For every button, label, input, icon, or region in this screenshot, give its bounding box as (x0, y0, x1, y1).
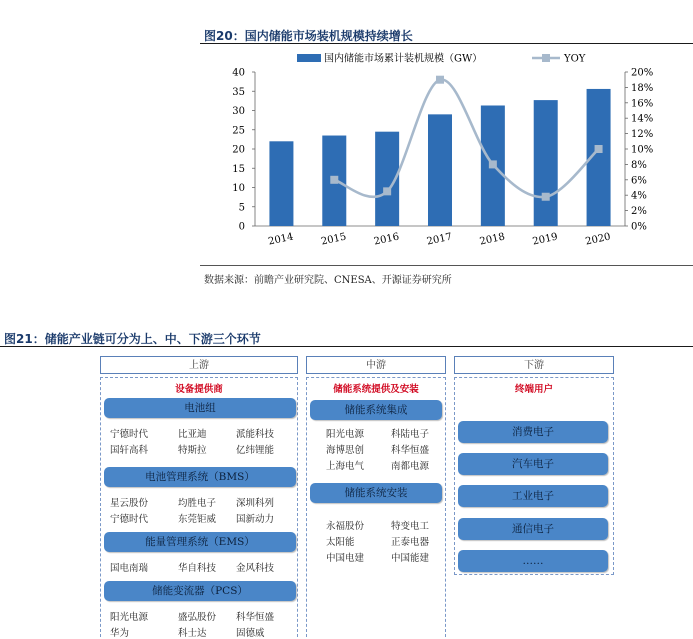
y-tick-label: 15 (232, 163, 245, 175)
y-tick-label: 40 (232, 67, 245, 79)
bar (428, 114, 452, 226)
downstream-container (454, 377, 614, 575)
yoy-marker (542, 193, 550, 201)
company-name: 正泰电器 (391, 537, 430, 548)
yoy-marker (595, 145, 603, 153)
yoy-line (334, 79, 598, 197)
y2-tick-label: 2% (631, 206, 647, 218)
y-tick-label: 25 (232, 125, 245, 137)
yoy-marker (330, 176, 338, 184)
midstream-header: 中游 (306, 356, 446, 374)
company-name: 科华恒盛 (236, 612, 275, 623)
upstream-group-label: 电池组 (104, 398, 296, 418)
y2-tick-label: 6% (631, 175, 647, 187)
yoy-marker (436, 76, 444, 84)
yoy-marker (383, 187, 391, 195)
y2-tick-label: 10% (631, 144, 654, 156)
legend-label-line: YOY (564, 53, 586, 65)
x-tick-label: 2015 (320, 231, 348, 248)
company-name: 盛弘股份 (178, 612, 217, 623)
fig21-title: 图21：储能产业链可分为上、中、下游三个环节 (4, 332, 261, 346)
x-tick-label: 2019 (531, 231, 559, 248)
company-name: 中国能建 (391, 553, 430, 564)
company-name: 国轩高科 (110, 445, 149, 456)
downstream-end-user: 汽车电子 (458, 453, 608, 475)
company-name: 中国电建 (326, 553, 365, 564)
x-tick-label: 2017 (425, 231, 454, 248)
upstream-group-label: 储能变流器（PCS） (104, 581, 296, 601)
midstream-group-label: 储能系统集成 (310, 400, 442, 420)
upstream-header: 上游 (100, 356, 298, 374)
company-name: 深圳科列 (236, 498, 275, 509)
upstream-subtitle: 设备提供商 (175, 384, 223, 395)
company-name: 金风科技 (236, 563, 275, 574)
company-name: 南都电源 (391, 461, 430, 472)
bar (534, 100, 558, 226)
fig20-source: 数据来源：前瞻产业研究院、CNESA、开源证券研究所 (204, 275, 452, 286)
company-name: 科陆电子 (391, 429, 430, 440)
company-name: 宁德时代 (110, 514, 149, 525)
company-name: 阳光电源 (326, 429, 365, 440)
midstream-group-label: 储能系统安装 (310, 483, 442, 503)
source-rule (200, 265, 693, 266)
y-tick-label: 5 (238, 202, 245, 214)
y-tick-label: 20 (232, 144, 245, 156)
upstream-group-label: 能量管理系统（EMS） (104, 532, 296, 552)
x-tick-label: 2020 (584, 231, 612, 248)
company-name: 固德威 (236, 628, 265, 639)
legend-label-bars: 国内储能市场累计装机规模（GW） (324, 53, 483, 65)
x-tick-label: 2014 (267, 231, 295, 248)
fig20-title: 图20：国内储能市场装机规模持续增长 (204, 29, 413, 43)
company-name: 派能科技 (236, 429, 275, 440)
company-name: 太阳能 (326, 537, 355, 548)
y2-tick-label: 12% (631, 129, 654, 141)
downstream-end-user: 通信电子 (458, 518, 608, 540)
y2-tick-label: 4% (631, 190, 647, 202)
company-name: 华自科技 (178, 563, 217, 574)
downstream-end-user: 消费电子 (458, 421, 608, 443)
company-name: 均胜电子 (178, 498, 217, 509)
company-name: 科华恒盛 (391, 445, 430, 456)
company-name: 特斯拉 (178, 445, 207, 456)
company-name: 东莞钜威 (178, 514, 217, 525)
y2-tick-label: 0% (631, 221, 647, 233)
yoy-marker (489, 160, 497, 168)
y-tick-label: 0 (238, 221, 245, 233)
title-rule (0, 346, 693, 347)
company-name: 国电南瑞 (110, 563, 149, 574)
company-name: 比亚迪 (178, 429, 207, 440)
company-name: 科士达 (178, 628, 207, 639)
downstream-header: 下游 (454, 356, 614, 374)
y-tick-label: 10 (232, 183, 245, 194)
downstream-subtitle: 终端用户 (514, 384, 553, 395)
y2-tick-label: 20% (631, 67, 654, 79)
y-tick-label: 35 (232, 86, 245, 98)
company-name: 特变电工 (391, 521, 430, 532)
downstream-end-user: …… (458, 550, 608, 572)
title-rule (200, 43, 693, 44)
company-name: 永福股份 (326, 521, 365, 532)
company-name: 上海电气 (326, 461, 365, 472)
y2-tick-label: 8% (631, 159, 647, 171)
installed-capacity-chart (200, 45, 693, 265)
company-name: 宁德时代 (110, 429, 149, 440)
company-name: 阳光电源 (110, 612, 149, 623)
company-name: 亿纬锂能 (236, 445, 275, 456)
company-name: 海博思创 (326, 445, 365, 456)
downstream-end-user: 工业电子 (458, 485, 608, 507)
y2-tick-label: 18% (631, 82, 654, 94)
y2-tick-label: 14% (631, 113, 654, 125)
company-name: 国新动力 (236, 514, 275, 525)
upstream-group-label: 电池管理系统（BMS） (104, 467, 296, 487)
legend-marker-line (542, 54, 550, 62)
x-tick-label: 2018 (478, 231, 506, 248)
bar (269, 141, 293, 226)
midstream-subtitle: 储能系统提供及安装 (333, 384, 419, 395)
company-name: 星云股份 (110, 498, 149, 509)
legend-swatch-bars (297, 54, 321, 62)
y2-tick-label: 16% (631, 98, 654, 110)
y-tick-label: 30 (232, 106, 245, 117)
x-tick-label: 2016 (373, 231, 401, 248)
company-name: 华为 (110, 628, 130, 639)
